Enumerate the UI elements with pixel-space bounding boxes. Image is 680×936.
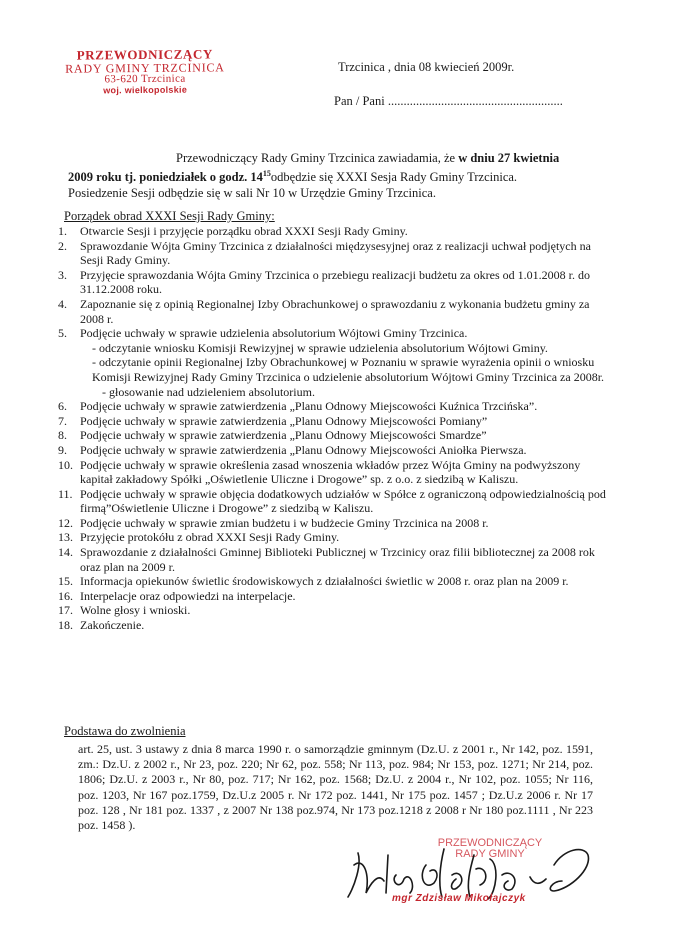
- item-text: Podjęcie uchwały w sprawie zatwierdzenia „Planu Odnowy Miejscowości Aniołka Pierwsza.: [80, 442, 527, 457]
- stamp-line-2: RADY GMINY TRZCINICA: [65, 59, 225, 76]
- signature-stamp-line-1: PRZEWODNICZĄCY: [437, 837, 543, 849]
- agenda-item: [58, 428, 608, 443]
- agenda-item: [58, 516, 608, 531]
- item-number: 7.: [58, 413, 67, 428]
- item-text: Wolne głosy i wnioski.: [80, 603, 191, 618]
- item-text: Otwarcie Sesji i przyjęcie porządku obrad XXXI Sesji Rady Gminy.: [80, 224, 408, 238]
- agenda-list: [58, 224, 608, 633]
- agenda-subitem: - odczytanie opinii Regionalnej Izby Obrachunkowej w Poznaniu w sprawie wyrażenia opinii o wniosku Komisji Rewizyjnej Rady Gminy Trzcinica o udzielenie absolutorium Wójtowi Gminy Trzcinica za 2008r.: [92, 355, 605, 384]
- signature-stamp-line-2: RADY GMINY: [455, 848, 525, 860]
- agenda-item: [58, 487, 608, 516]
- agenda-subitem: - głosowanie nad udzieleniem absolutorium.: [102, 384, 315, 399]
- item-number: 3.: [58, 267, 67, 282]
- item-text: Podjęcie uchwały w sprawie zmian budżetu i w budżecie Gminy Trzcinica na 2008 r.: [80, 515, 489, 530]
- addressee-line: Pan / Pani ........................................................: [334, 94, 563, 108]
- item-number: 6.: [58, 399, 67, 414]
- item-text: Przyjęcie protokółu z obrad XXXI Sesji Rady Gminy.: [80, 530, 340, 545]
- agenda-item: [58, 574, 608, 589]
- item-text: Podjęcie uchwały w sprawie udzielenia absolutorium Wójtowi Gminy Trzcinica.: [80, 326, 468, 341]
- agenda-subitem: - odczytanie wniosku Komisji Rewizyjnej w sprawie udzielenia absolutorium Wójtowi Gminy.: [92, 340, 548, 355]
- intro-line-3: Posiedzenie Sesji odbędzie się w sali Nr 10 w Urzędzie Gminy Trzcinica.: [68, 186, 436, 201]
- agenda-item: [58, 239, 608, 268]
- item-text: Podjęcie uchwały w sprawie zatwierdzenia „Planu Odnowy Miejscowości Pomiany”: [80, 413, 488, 428]
- item-text: Podjęcie uchwały w sprawie zatwierdzenia „Planu Odnowy Miejscowości Smardze”: [80, 428, 487, 443]
- item-number: 17.: [58, 603, 73, 618]
- signatory-name: mgr Zdzisław Mikołajczyk: [392, 893, 526, 904]
- item-text: Podjęcie uchwały w sprawie zatwierdzenia „Planu Odnowy Miejscowości Kuźnica Trzcińska”.: [80, 399, 538, 414]
- agenda-item: [58, 326, 608, 341]
- agenda-item: [58, 458, 608, 487]
- item-text: Zakończenie.: [80, 618, 145, 633]
- agenda-item: [58, 297, 608, 326]
- intro-time-sup: 15: [262, 169, 271, 178]
- item-number: 18.: [58, 618, 73, 633]
- agenda-item: [58, 443, 608, 458]
- intro-line-2: [68, 166, 608, 185]
- agenda-item: [58, 618, 608, 633]
- item-text: Zapoznanie się z opinią Regionalnej Izby Obrachunkowej o sprawozdaniu z wykonania budżetu gminy za 2008 r.: [80, 296, 590, 326]
- intro-date-bold: w dniu 27 kwietnia: [458, 151, 560, 165]
- item-text: Sprawozdanie z działalności Gminnej Biblioteki Publicznej w Trzcinicy oraz filii bibliotecznej za 2008 rok oraz plan na 2009 r.: [80, 545, 595, 574]
- agenda-item: [58, 545, 608, 574]
- agenda-item: [58, 399, 608, 414]
- stamp-line-4: woj. wielkopolskie: [103, 84, 188, 96]
- item-text: Informacja opiekunów świetlic środowiskowych z działalności świetlic w 2008 r. oraz plan na 2009 r.: [80, 574, 569, 589]
- item-number: 11.: [58, 486, 73, 501]
- legal-basis-title: Podstawa do zwolnienia: [64, 724, 186, 738]
- item-number: 4.: [58, 296, 67, 311]
- agenda-item: [58, 589, 608, 604]
- item-text: Przyjęcie sprawozdania Wójta Gminy Trzcinica o przebiegu realizacji budżetu za okres od 1.01.2008 r. do 31.12.2008 roku.: [80, 267, 590, 297]
- item-number: 16.: [58, 588, 73, 603]
- agenda-item: [58, 224, 608, 239]
- intro-paragraph: [68, 150, 608, 201]
- intro-session-text: odbędzie się XXXI Sesja Rady Gminy Trzcinica.: [270, 170, 518, 185]
- place-and-date: Trzcinica , dnia 08 kwiecień 2009r.: [338, 60, 515, 74]
- item-number: 14.: [58, 545, 73, 560]
- item-text: Interpelacje oraz odpowiedzi na interpelacje.: [80, 588, 296, 603]
- agenda-item: [58, 603, 608, 618]
- agenda-item: [58, 268, 608, 297]
- intro-text: Przewodniczący Rady Gminy Trzcinica zawiadamia, że: [176, 151, 459, 165]
- stamp-line-1: PRZEWODNICZĄCY: [76, 46, 214, 63]
- item-text: Podjęcie uchwały w sprawie określenia zasad wnoszenia wkładów przez Wójta Gminy na podwyższony kapitał zakładowy Spółki „Oświetlenie Uliczne i Drogowe” sp. z o.o. z siedzibą w Kaliszu.: [80, 457, 581, 487]
- intro-time-bold: 2009 roku tj. poniedziałek o godz. 14: [68, 170, 263, 185]
- legal-basis-text: art. 25, ust. 3 ustawy z dnia 8 marca 1990 r. o samorządzie gminnym (Dz.U. z 2001 r., Nr 142, poz. 1591, zm.: Dz.U. z 2002 r., Nr 23, poz. 220; Nr 62, poz. 558; Nr 113, poz. 984; Nr 153, poz. 1271; Nr 214, poz. 1806; Dz.U. z 2003 r., Nr 80, poz. 717; Nr 162, poz. 1568; Dz.U. z 2004 r., Nr 102, poz. 1055; Nr 116, poz. 1203, Nr 167 poz.1759, Dz.U.z 2005 r. Nr 172 poz. 1441, Nr 175 poz. 1457 ; Dz.U.z 2006 r. Nr 17 poz. 128 , Nr 181 poz. 1337 , z 2007 Nr 138 poz.974, Nr 173 poz.1218 z 2008 r Nr 180 poz.1111 , Nr 223 poz. 1458 ).: [78, 742, 593, 833]
- agenda-title: Porządek obrad XXXI Sesji Rady Gminy:: [64, 209, 275, 223]
- agenda-item: [58, 530, 608, 545]
- stamp-line-3: 63-620 Trzcinica: [104, 72, 186, 86]
- item-number: 5.: [58, 326, 67, 341]
- item-number: 13.: [58, 530, 73, 545]
- item-number: 9.: [58, 442, 67, 457]
- item-number: 1.: [58, 224, 67, 238]
- agenda-item: [58, 414, 608, 429]
- item-number: 12.: [58, 515, 73, 530]
- item-number: 15.: [58, 574, 73, 589]
- item-number: 2.: [58, 238, 67, 253]
- item-number: 10.: [58, 457, 73, 472]
- intro-line-1: [68, 150, 608, 166]
- item-text: Sprawozdanie Wójta Gminy Trzcinica z działalności międzysesyjnej oraz z realizacji uchwał podjętych na Sesji Rady Gminy.: [80, 238, 591, 268]
- item-text: Podjęcie uchwały w sprawie objęcia dodatkowych udziałów w Spółce z ograniczoną odpowiedzialnością pod firmą”Oświetlenie Uliczne i Drogowe” z siedzibą w Kaliszu.: [80, 486, 606, 516]
- item-number: 8.: [58, 428, 67, 443]
- chairman-stamp: [50, 47, 240, 96]
